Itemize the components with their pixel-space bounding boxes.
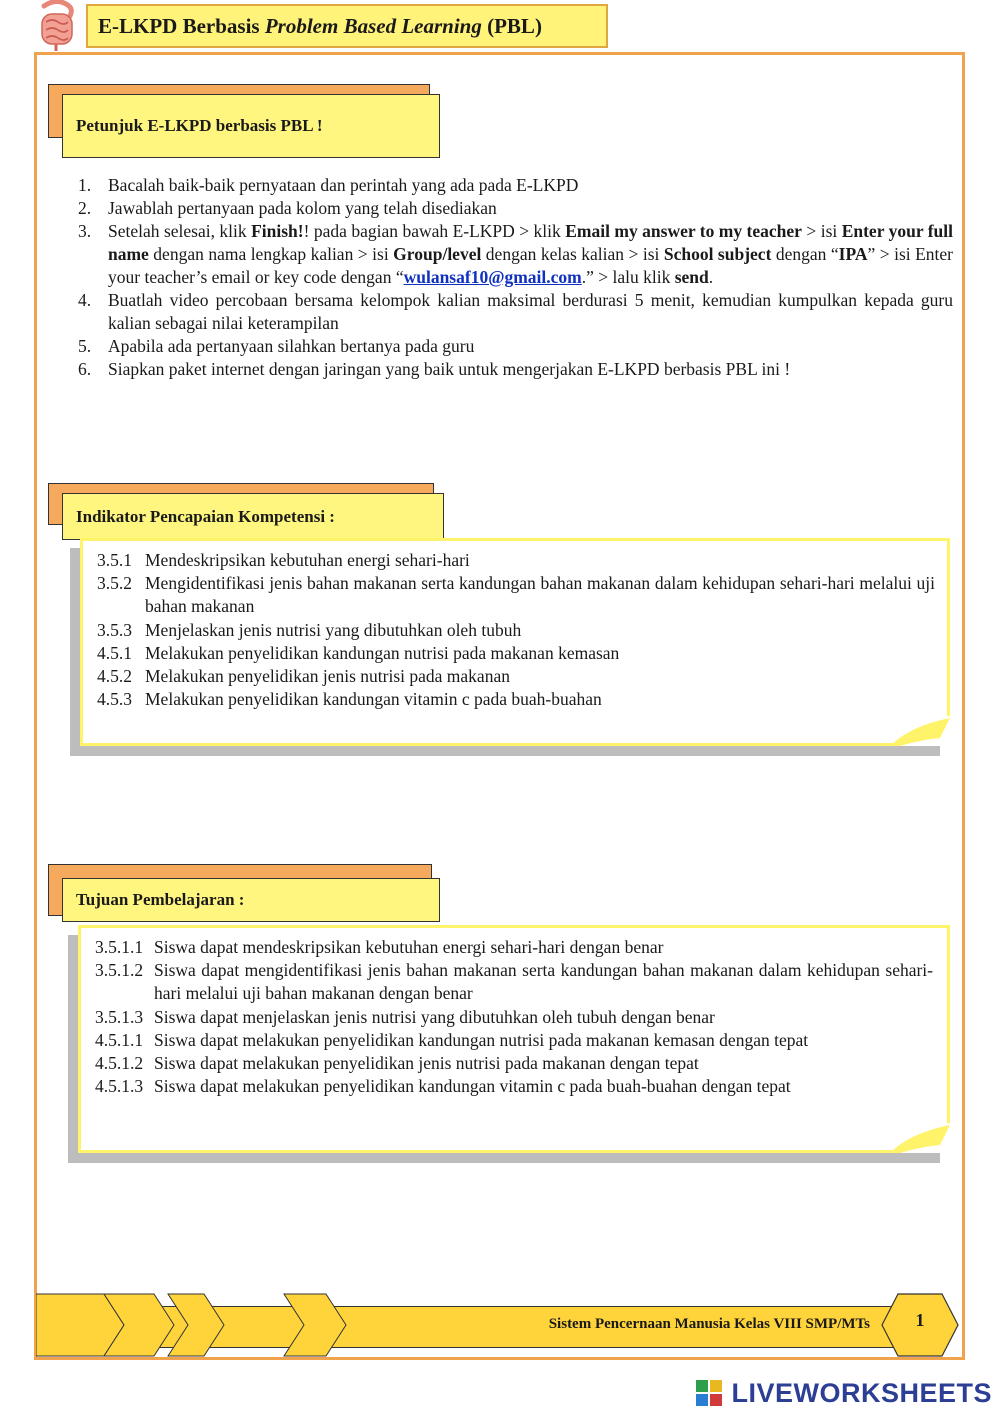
- item-code: 4.5.1: [97, 642, 132, 663]
- petunjuk-heading-text: Petunjuk E-LKPD berbasis PBL !: [76, 116, 323, 135]
- footer-text: Sistem Pencernaan Manusia Kelas VIII SMP/MTs: [548, 1316, 870, 1332]
- item-text: Menjelaskan jenis nutrisi yang dibutuhkan oleh tubuh: [145, 619, 522, 640]
- item-number: 5.: [78, 336, 92, 356]
- list-item: [95, 1006, 933, 1029]
- item-text: Mendeskripsikan kebutuhan energi sehari-hari: [145, 550, 470, 570]
- title-suffix: (PBL): [481, 13, 542, 38]
- item-text: Buatlah video percobaan bersama kelompok kalian maksimal berdurasi 5 menit, kemudian kumpulkan kepada guru kalian sebagai nilai keterampilan: [108, 290, 953, 333]
- item-text: Siswa dapat melakukan penyelidikan jenis nutrisi pada makanan dengan tepat: [154, 1053, 699, 1074]
- list-item: [97, 572, 935, 618]
- list-item: [78, 197, 953, 220]
- list-item: [97, 688, 935, 711]
- item-code: 4.5.1.1: [95, 1029, 144, 1050]
- petunjuk-list: [78, 174, 958, 381]
- item-code: 3.5.1.1: [95, 937, 144, 957]
- list-item: [78, 335, 953, 358]
- item-number: 6.: [78, 359, 92, 379]
- list-item: [78, 358, 953, 381]
- item-code: 3.5.1.3: [95, 1006, 144, 1027]
- item-text: Siswa dapat mendeskripsikan kebutuhan energi sehari-hari dengan benar: [154, 937, 664, 957]
- item-code: 4.5.2: [97, 666, 132, 687]
- text-segment: ” > isi Enter your teacher’s email or key code dengan “: [108, 244, 958, 287]
- page-title: [86, 4, 608, 48]
- bold-ipa: IPA: [838, 244, 868, 264]
- item-text: Siswa dapat mengidentifikasi jenis bahan makanan serta kandungan bahan makanan dalam kehidupan sehari-hari melalui uji bahan makanan dengan benar: [154, 960, 933, 1004]
- item-number: 1.: [78, 175, 92, 195]
- list-item: [95, 959, 933, 1005]
- item-text: Mengidentifikasi jenis bahan makanan serta kandungan bahan makanan dalam kehidupan sehari-hari melalui uji bahan makanan: [145, 573, 935, 617]
- liveworksheets-logo: LIVEWORKSHEETS: [731, 1378, 992, 1408]
- item-number: 3.: [78, 221, 92, 241]
- item-text: Siswa dapat melakukan penyelidikan kandungan vitamin c pada buah-buahan dengan tepat: [154, 1076, 791, 1097]
- item-text: Melakukan penyelidikan kandungan vitamin c pada buah-buahan: [145, 689, 602, 710]
- list-item: [78, 220, 958, 289]
- page-curl-icon: [830, 1123, 950, 1153]
- tujuan-heading: [62, 878, 440, 922]
- item-code: 4.5.3: [97, 689, 132, 710]
- text-segment: .” > lalu klik: [581, 267, 675, 287]
- item-text: [108, 220, 958, 289]
- indikator-heading-text: Indikator Pencapaian Kompetensi :: [76, 506, 335, 526]
- item-text: Siapkan paket internet dengan jaringan yang baik untuk mengerjakan E-LKPD berbasis PBL ini !: [108, 359, 791, 379]
- tujuan-heading-text: Tujuan Pembelajaran :: [76, 890, 245, 909]
- bold-full-name: Enter your full name: [108, 221, 954, 264]
- list-item: [97, 642, 935, 665]
- item-number: 2.: [78, 198, 92, 218]
- item-text: Siswa dapat menjelaskan jenis nutrisi yang dibutuhkan oleh tubuh dengan benar: [154, 1006, 715, 1027]
- list-item: [78, 174, 953, 197]
- item-text: Melakukan penyelidikan kandungan nutrisi pada makanan kemasan: [145, 642, 620, 663]
- list-item: [97, 549, 935, 572]
- text-segment: dengan nama lengkap kalian > isi: [148, 244, 394, 264]
- item-text: Bacalah baik-baik pernyataan dan perintah yang ada pada E-LKPD: [108, 175, 579, 195]
- intestine-icon: [36, 0, 78, 52]
- list-item: [97, 619, 935, 642]
- item-code: 3.5.1.2: [95, 960, 144, 981]
- indikator-list: [97, 549, 935, 711]
- tujuan-list: [95, 936, 933, 1098]
- text-segment: ! pada bagian bawah E-LKPD > klik: [303, 221, 566, 241]
- item-code: 4.5.1.3: [95, 1076, 144, 1097]
- item-text: Jawablah pertanyaan pada kolom yang telah disediakan: [108, 198, 497, 218]
- item-code: 3.5.2: [97, 573, 132, 594]
- text-segment: > isi: [801, 221, 842, 241]
- list-item: [95, 1029, 933, 1052]
- bold-school-subject: School subject: [663, 244, 772, 264]
- petunjuk-heading: [62, 94, 440, 158]
- liveworksheets-logo-icon: [696, 1380, 722, 1406]
- item-code: 3.5.3: [97, 619, 132, 640]
- page-curl-icon: [830, 716, 950, 746]
- bold-finish: Finish!: [251, 221, 304, 241]
- title-prefix: E-LKPD Berbasis: [98, 13, 265, 38]
- title-italic: Problem Based Learning: [264, 13, 482, 38]
- list-item: [95, 1075, 933, 1098]
- page-number: 1: [915, 1310, 925, 1330]
- text-segment: Setelah selesai, klik: [108, 221, 252, 241]
- bold-group-level: Group/level: [393, 244, 482, 264]
- item-code: 4.5.1.2: [95, 1053, 144, 1074]
- indikator-heading: [62, 493, 444, 540]
- footer-chevrons: [36, 1292, 366, 1358]
- item-text: Siswa dapat melakukan penyelidikan kandungan nutrisi pada makanan kemasan dengan tepat: [154, 1029, 809, 1050]
- list-item: [95, 936, 933, 959]
- list-item: [97, 665, 935, 688]
- item-number: 4.: [78, 290, 92, 310]
- chevron-arrow-icon: [284, 1294, 346, 1356]
- chevron-arrow-icon: [168, 1294, 224, 1356]
- list-item: [95, 1052, 933, 1075]
- text-segment: .: [708, 267, 714, 287]
- item-code: 3.5.1: [97, 550, 132, 570]
- text-segment: dengan “: [771, 244, 839, 264]
- list-item: [78, 289, 953, 335]
- bold-email-answer: Email my answer to my teacher: [565, 221, 802, 241]
- item-text: Melakukan penyelidikan jenis nutrisi pada makanan: [145, 666, 510, 687]
- text-segment: dengan kelas kalian > isi: [481, 244, 664, 264]
- item-text: Apabila ada pertanyaan silahkan bertanya pada guru: [108, 336, 475, 356]
- bold-send: send: [674, 267, 709, 287]
- teacher-email-link[interactable]: wulansaf10@gmail.com: [403, 267, 582, 287]
